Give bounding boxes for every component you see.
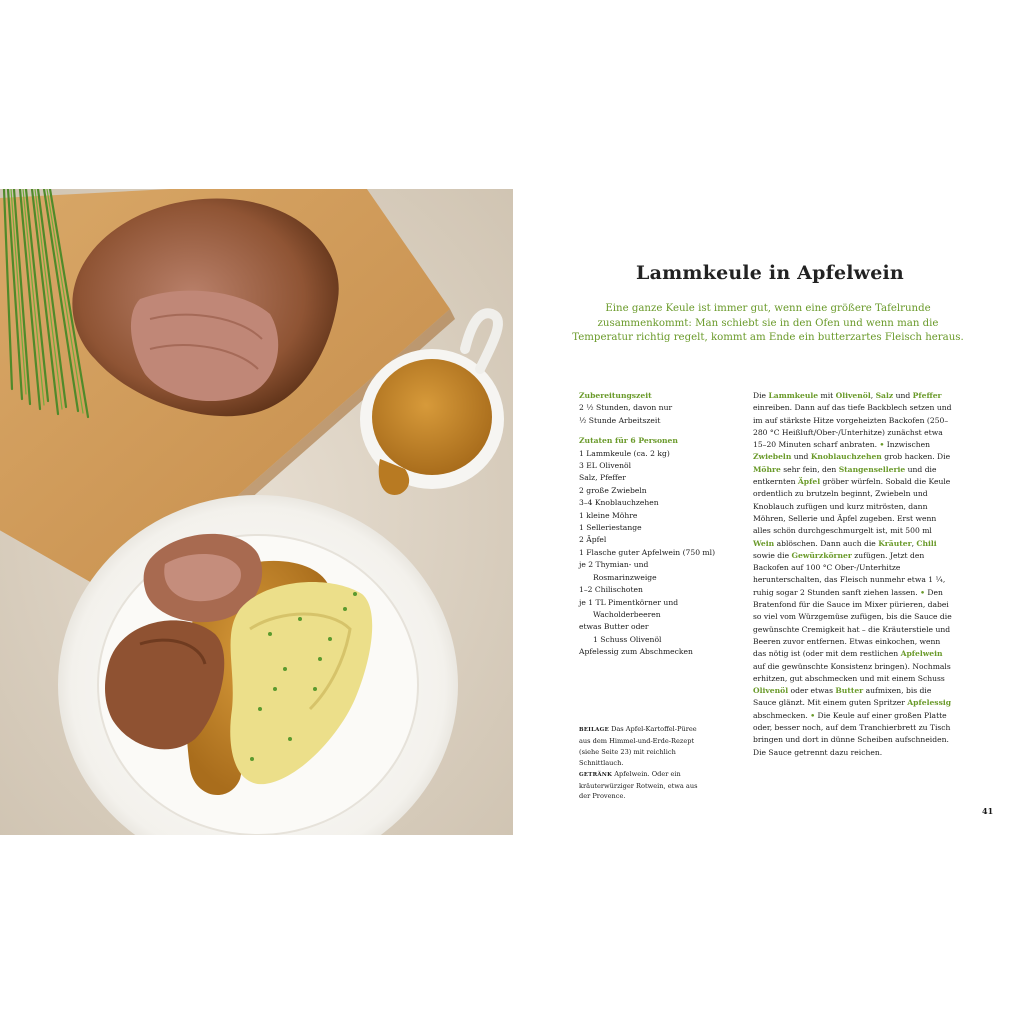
method-highlight: Möhre <box>753 464 781 474</box>
method-segment: zufügen. Jetzt den Backofen auf 100 °C Ober-/Unterhitze herunterschalten, das Fleisch nunmehr etwa 1 ¼, ruhig sogar 2 Stunden sanft ziehen lassen. <box>753 550 946 597</box>
side-note <box>579 724 699 802</box>
ingredient-item: Salz, Pfeffer <box>579 473 626 483</box>
method-segment: abschmecken. <box>753 710 811 720</box>
ingredients-heading: Zutaten für 6 Personen <box>579 436 678 446</box>
ingredient-item: 2 große Zwiebeln <box>579 485 647 495</box>
method-highlight: Kräuter <box>878 538 912 548</box>
method-segment: , <box>870 391 876 400</box>
method-highlight: • <box>920 587 925 597</box>
method-segment: , <box>911 538 917 548</box>
getraenk-text: Apfelwein. Oder ein kräuterwürziger Rotwein, etwa aus der Provence. <box>579 769 698 801</box>
method-highlight: Äpfel <box>797 477 821 487</box>
method-highlight: Butter <box>835 686 864 696</box>
ingredient-item: Apfelessig zum Abschmecken <box>579 647 693 657</box>
ingredient-item: je 2 Thymian- und <box>579 560 649 570</box>
method-segment: aufmixen, bis die Sauce glänzt. Mit einem guten Spritzer <box>753 686 932 708</box>
page-number: 41 <box>982 806 994 816</box>
beilage-text: Das Apfel-Kartoffel-Püree aus dem Himmel-und-Erde-Rezept (siehe Seite 23) mit reichlich Schnittlauch. <box>579 725 697 767</box>
ingredient-item: 3 EL Olivenöl <box>579 461 632 471</box>
method-highlight: Wein <box>753 538 775 548</box>
method-segment: Inzwischen <box>884 440 931 450</box>
method-segment: mit <box>818 391 836 400</box>
method-segment: ablöschen. Dann auch die <box>774 538 879 548</box>
ingredient-item: 2 Äpfel <box>579 535 607 545</box>
method-highlight: Pfeffer <box>912 391 942 400</box>
method-highlight: Zwiebeln <box>753 452 792 462</box>
method-segment: Die <box>753 391 769 400</box>
ingredient-item: 1 Lammkeule (ca. 2 kg) <box>579 448 670 458</box>
dish-illustration <box>0 189 513 835</box>
method-highlight: Olivenöl <box>835 391 871 400</box>
ingredient-item: 3–4 Knoblauchzehen <box>579 498 659 508</box>
method-segment: und <box>893 391 913 400</box>
ingredient-item: je 1 TL Pimentkörner und <box>579 597 679 607</box>
getraenk-label: GETRÄNK <box>579 771 613 778</box>
method-highlight: Salz <box>875 391 894 400</box>
method-highlight: Knoblauchzehen <box>810 452 882 462</box>
method-highlight: Chili <box>916 538 937 548</box>
ingredient-item: 1 kleine Möhre <box>579 510 638 520</box>
method-highlight: Olivenöl <box>753 686 789 696</box>
method-segment: auf die gewünschte Konsistenz bringen). Nochmals erhitzen, gut abschmecken und mit einem Schuss <box>753 661 951 683</box>
ingredient-item: Rosmarinzweige <box>593 572 657 582</box>
ingredient-item: 1 Selleriestange <box>579 523 642 533</box>
method-highlight: • <box>879 440 885 450</box>
ingredient-item: 1 Flasche guter Apfelwein (750 ml) <box>579 547 716 557</box>
method-segment: und <box>791 452 811 462</box>
method-segment: Die Keule auf einer großen Platte oder, besser noch, auf dem Tranchierbrett zu Tisch bringen und dort in dünne Scheiben aufschneiden. Die Sauce getrennt dazu reichen. <box>753 710 951 757</box>
method-segment: oder etwas <box>788 686 836 696</box>
ingredient-item: Wacholderbeeren <box>593 609 661 619</box>
method-segment: sowie die <box>753 550 792 560</box>
recipe-title: Lammkeule in Apfelwein <box>636 262 904 284</box>
ingredients-column <box>579 390 729 659</box>
method-segment: Den Bratenfond für die Sauce im Mixer pürieren, dabei so viel vom Würzgemüse zufügen, bis die Sauce die gewünschte Cremigkeit hat – die Kräuterstiele und Beeren zuvor entfernen. Etwas einkochen, wenn das nötig ist (oder mit dem restlichen <box>753 587 952 659</box>
method-highlight: Gewürzkörner <box>791 550 852 560</box>
recipe-intro: Eine ganze Keule ist immer gut, wenn eine größere Tafelrunde zusammenkommt: Man schiebt sie in den Ofen und wenn man die Temperatur richtig regelt, kommt am Ende ein butterzartes Fleisch heraus. <box>572 303 964 344</box>
prep-heading: Zubereitungszeit <box>579 391 652 400</box>
method-text <box>753 390 953 759</box>
method-highlight: Lammkeule <box>768 391 819 400</box>
ingredient-item: etwas Butter oder <box>579 622 649 632</box>
method-segment: grob hacken. Die <box>881 452 951 462</box>
method-segment: sehr fein, den <box>780 464 839 474</box>
method-highlight: • <box>810 710 816 720</box>
method-highlight: Stangensellerie <box>838 464 906 474</box>
dish-photo <box>0 189 513 835</box>
ingredient-item: 1–2 Chilischoten <box>579 585 643 595</box>
method-segment: einreiben. Dann auf das tiefe Backblech setzen und im auf stärkste Hitze vorgeheizten Backofen (250–280 °C Heißluft/Ober-/Unterhitze) zunächst etwa 15–20 Minuten scharf anbraten. <box>753 403 952 450</box>
method-segment: gröber würfeln. Sobald die Keule ordentlich zu brutzeln beginnt, Zwiebeln und Knoblauch zufügen und kurz mitrösten, dann Möhren, Sellerie und Äpfel zugeben. Erst wenn alles schön durchgeschmurgelt ist, mit 500 ml <box>753 477 951 536</box>
prep-line: 2 ½ Stunden, davon nur <box>579 403 673 413</box>
ingredient-item: 1 Schuss Olivenöl <box>593 634 662 644</box>
beilage-label: BEILAGE <box>579 727 609 733</box>
method-segment: und die entkernten <box>753 464 937 487</box>
method-highlight: Apfelessig <box>907 698 952 708</box>
prep-line: ½ Stunde Arbeitszeit <box>579 415 661 425</box>
method-highlight: Apfelwein <box>900 649 943 659</box>
